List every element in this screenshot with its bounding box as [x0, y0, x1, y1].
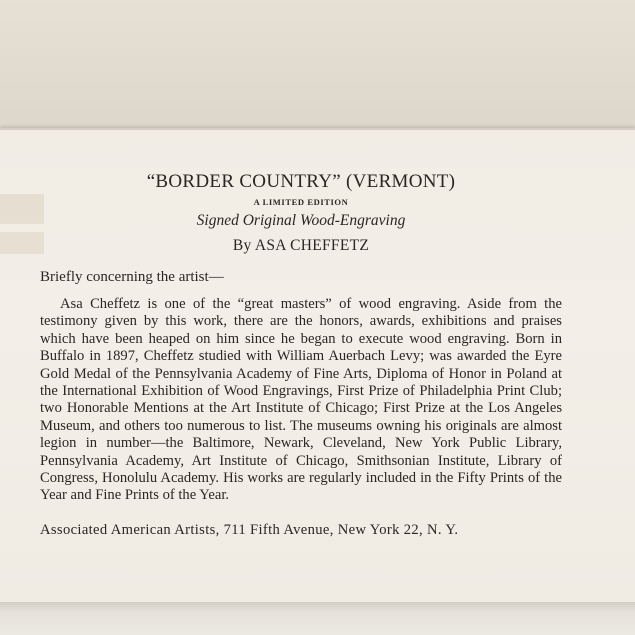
artist-biography: Asa Cheffetz is one of the “great masters” of wood engraving. Aside from the testimony given by this work, there are the honors, awards, exhibitions and praises which have been heaped on him since he began to execute wood engraving. Born in Buffalo in 1897, Cheffetz studied with William Auerbach Levy; was awarded the Eyre Gold Medal of the Pennsylvania Academy of Fine Arts, Diploma of Honor in Poland at the International Exhibition of Wood Engravings, First Prize of Philadelphia Print Club; two Honorable Mentions at the Art Institute of Chicago; First Prize at the Los Angeles Museum, and others too numerous to list. The museums owning his originals are almost legion in number—the Baltimore, Newark, Cleveland, New York Public Library, Pennsylvania Academy, Art Institute of Chicago, Smithsonian Institute, Library of Congress, Honolulu Academy. His works are regularly included in the Fifty Prints of the Year and Fine Prints of the Year.: [40, 296, 562, 504]
publisher-address: Associated American Artists, 711 Fifth Avenue, New York 22, N. Y.: [40, 521, 459, 538]
background-sheet: [0, 0, 635, 130]
edition-label: A LIMITED EDITION: [253, 197, 349, 207]
card-top-edge: [0, 128, 635, 130]
intro-line: Briefly concerning the artist—: [40, 269, 224, 285]
card-text: [40, 170, 562, 539]
card-title: “BORDER COUNTRY” (VERMONT): [146, 171, 456, 192]
tape-residue: [0, 194, 44, 224]
card-subtitle: Signed Original Wood-Engraving: [196, 212, 406, 229]
table-surface: [0, 602, 635, 635]
artist-byline: By ASA CHEFFETZ: [232, 237, 370, 254]
tape-residue: [0, 232, 44, 254]
